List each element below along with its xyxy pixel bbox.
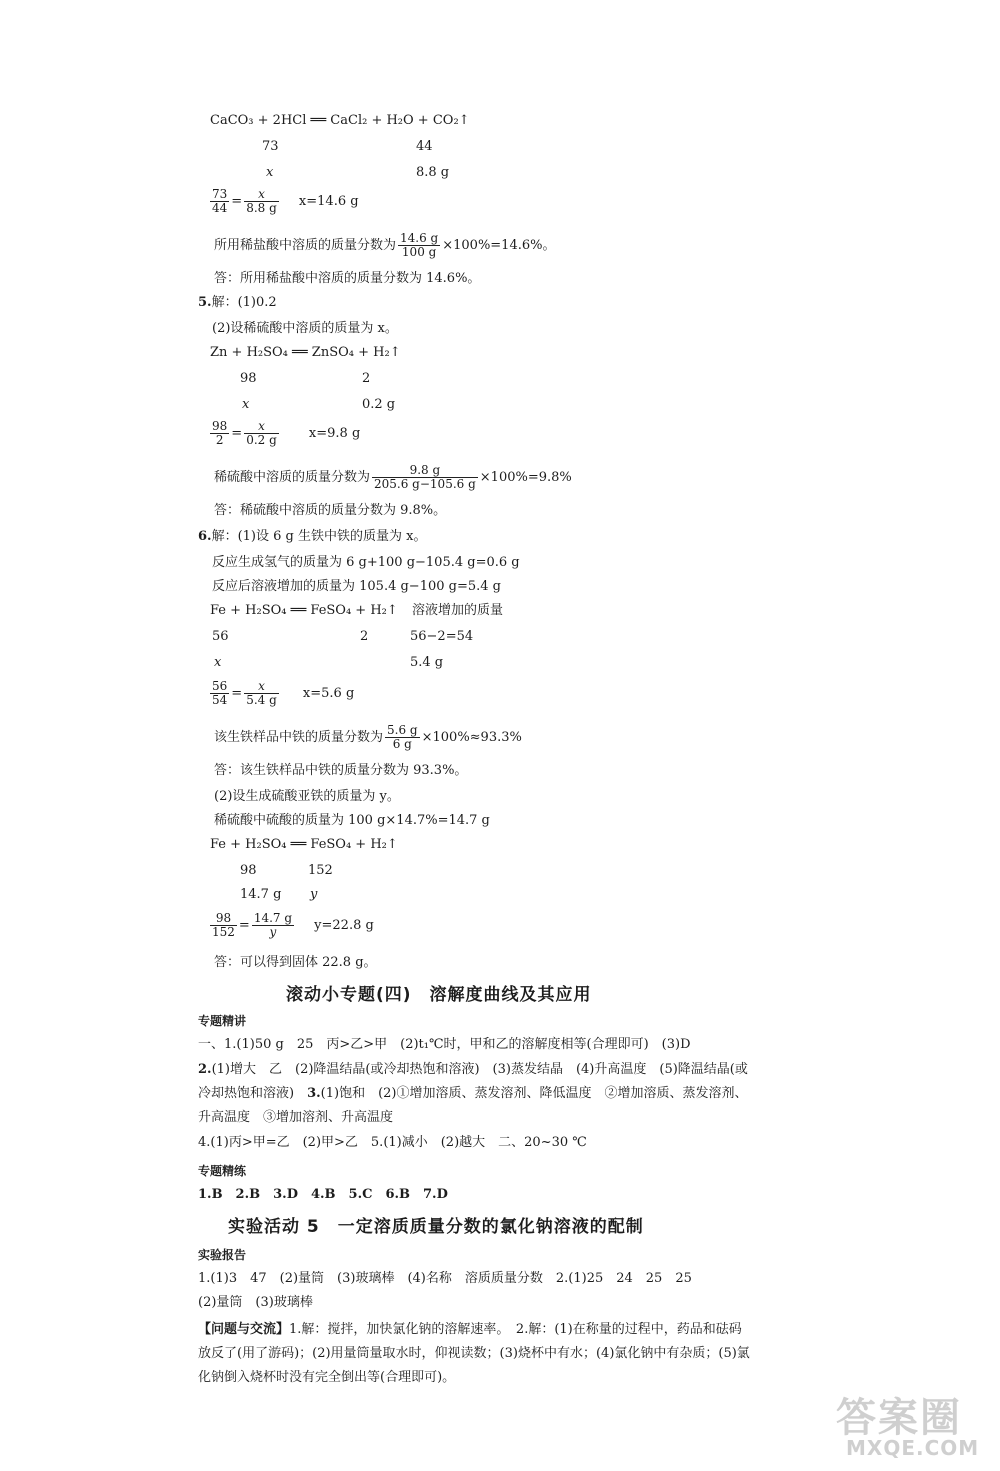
eq-var: x: [214, 655, 222, 670]
ratio-line: $\frac{56}{54}$ = $\frac{x}{5.4 g}$ x=5.6 g: [212, 679, 355, 707]
percent-line: 稀硫酸中溶质的质量分数为 $\frac{9.8 g}{205.6 g-105.6 g}$ ×100%=9.8%: [214, 463, 572, 491]
q5-setup: (2)设稀硫酸中溶质的质量为 x。: [212, 321, 398, 336]
q6-line: 稀硫酸中硫酸的质量为 100 g×14.7%=14.7 g: [214, 813, 490, 828]
eq-var: x: [266, 165, 274, 180]
q6-line: (2)设生成硫酸亚铁的质量为 y。: [214, 789, 400, 804]
ratio-line: $\frac{98}{152}$ = $\frac{14.7 g}{y}$ y=22.8 g: [212, 911, 374, 939]
eq-var: y: [310, 887, 318, 902]
answer: 答：可以得到固体 22.8 g。: [214, 955, 377, 970]
eq-value: 8.8 g: [416, 165, 450, 180]
section-title: 实验活动 5 一定溶质质量分数的氯化钠溶液的配制: [228, 1217, 644, 1237]
q6-line: 反应后溶液增加的质量为 105.4 g−100 g=5.4 g: [212, 579, 501, 594]
ratio-line: $\frac{73}{44}$ = $\frac{x}{8.8 g}$ x=14.6 g: [212, 187, 359, 215]
eq-value: 56−2=54: [410, 629, 474, 644]
eq-fe: Fe + H₂SO₄ ══ FeSO₄ + H₂↑: [210, 837, 398, 852]
answer: 答：所用稀盐酸中溶质的质量分数为 14.6%。: [214, 271, 481, 286]
answer-line: 4.(1)丙>甲=乙 (2)甲>乙 5.(1)减小 (2)越大 二、20~30 ℃: [198, 1135, 587, 1150]
q5-solution: 5.解：(1)0.2: [198, 295, 277, 310]
eq-coef: 44: [416, 139, 433, 154]
eq-caco3: CaCO₃ + 2HCl ══ CaCl₂ + H₂O + CO₂↑: [210, 113, 470, 128]
answer: 答：该生铁样品中铁的质量分数为 93.3%。: [214, 763, 468, 778]
answer-line: 1.B 2.B 3.D 4.B 5.C 6.B 7.D: [198, 1187, 448, 1202]
eq-coef: 2: [360, 629, 369, 644]
eq-coef: 98: [240, 371, 257, 386]
percent-line: 所用稀盐酸中溶质的质量分数为 $\frac{14.6 g}{100 g}$ ×100%=14.6%。: [214, 231, 556, 259]
eq-value: 14.7 g: [240, 887, 282, 902]
percent-line: 该生铁样品中铁的质量分数为 $\frac{5.6 g}{6 g}$ ×100%≈93.3%: [214, 723, 522, 751]
eq-coef: 56: [212, 629, 229, 644]
eq-coef: 2: [362, 371, 371, 386]
eq-zn: Zn + H₂SO₄ ══ ZnSO₄ + H₂↑: [210, 345, 401, 360]
watermark-logo: 答案圈: [836, 1395, 962, 1441]
eq-coef: 152: [308, 863, 333, 878]
section-title: 滚动小专题(四) 溶解度曲线及其应用: [286, 985, 592, 1005]
eq-value: 0.2 g: [362, 397, 396, 412]
eq-fe: Fe + H₂SO₄ ══ FeSO₄ + H₂↑: [210, 603, 398, 618]
answer-line: 一、1.(1)50 g 25 丙>乙>甲 (2)t₁℃时，甲和乙的溶解度相等(合理即可) (3)D: [198, 1037, 691, 1052]
answer-line: (2)量筒 (3)玻璃棒: [198, 1295, 313, 1310]
ratio-line: $\frac{98}{2}$ = $\frac{x}{0.2 g}$ x=9.8 g: [212, 419, 361, 447]
subheading: 实验报告: [198, 1248, 247, 1262]
answer-paragraph: 2.(1)增大 乙 (2)降温结晶(或冷却热饱和溶液) (3)蒸发结晶 (4)升高温度 (5)降温结晶(或冷却热饱和溶液) 3.(1)饱和 (2)①增加溶质、蒸发溶剂、降低温度 ②增加溶质、蒸发溶剂、升高温度 ③增加溶剂、升高温度: [198, 1062, 748, 1125]
q6-line: 反应生成氢气的质量为 6 g+100 g−105.4 g=0.6 g: [212, 555, 520, 570]
eq-coef: 73: [262, 139, 279, 154]
subheading: 专题精练: [198, 1164, 247, 1178]
eq-note: 溶液增加的质量: [412, 603, 504, 618]
watermark-url: MXQE.COM: [846, 1436, 980, 1460]
eq-var: x: [242, 397, 250, 412]
answer: 答：稀硫酸中溶质的质量分数为 9.8%。: [214, 503, 447, 518]
eq-value: 5.4 g: [410, 655, 444, 670]
q6-solution: 6.解：(1)设 6 g 生铁中铁的质量为 x。: [198, 529, 427, 544]
answer-line: 1.(1)3 47 (2)量筒 (3)玻璃棒 (4)名称 溶质质量分数 2.(1)25 24 25 25: [198, 1271, 692, 1286]
eq-coef: 98: [240, 863, 257, 878]
subheading: 专题精讲: [198, 1014, 247, 1028]
answer-paragraph: 【问题与交流】1.解：搅拌，加快氯化钠的溶解速率。 2.解：(1)在称量的过程中，药品和砝码放反了(用了游码)；(2)用量筒量取水时，仰视读数；(3)烧杯中有水；(4)氯化钠中有杂质；(5)氯化钠倒入烧杯时没有完全倒出等(合理即可)。: [198, 1322, 750, 1385]
